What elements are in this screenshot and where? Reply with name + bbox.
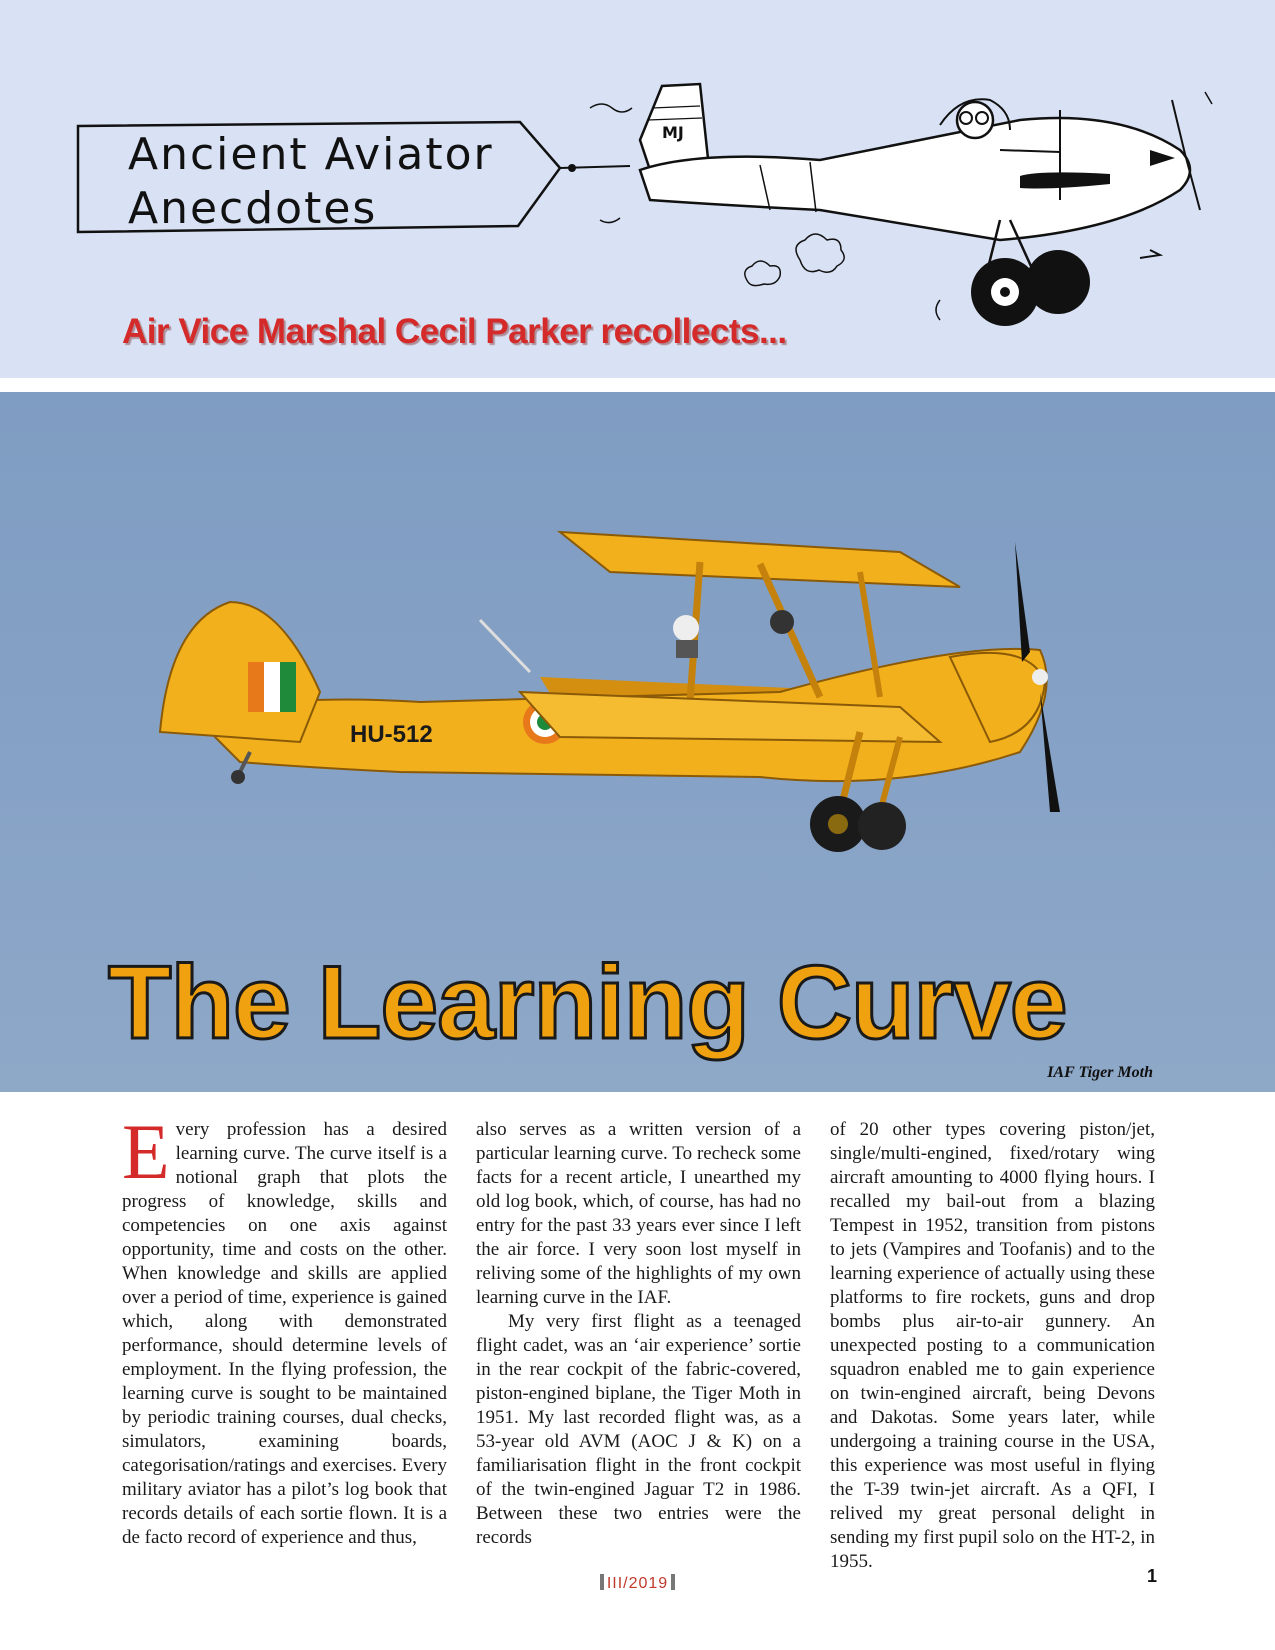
article-title: The Learning Curve bbox=[108, 945, 1067, 1061]
footer-bar-left bbox=[600, 1574, 604, 1590]
column-3-paragraph: of 20 other types covering piston/jet, single/multi-engined, fixed/rotary wing aircraft amounting to 4000 flying hours. I recalled my bail-out from a blazing Tempest in 1952, transition from pistons to jets (Vampires and Toofanis) and to the learning experience of actually using these platforms to fire rockets, guns and drop bombs plus air-to-air gunnery. An unexpected posting to a communication squadron enabled me to gain experience on twin-engined aircraft, being Devons and Dakotas. Some years later, while undergoing a training course in the USA, this experience was most useful in flying the T-39 twin-jet aircraft. As a QFI, I relived my great personal delight in sending my first pupil solo on the HT-2, in 1955. bbox=[830, 1119, 1155, 1572]
column-2 bbox=[476, 1118, 801, 1550]
series-title-line2: Anecdotes bbox=[128, 183, 378, 234]
column-1-paragraph: very profession has a desired learning curve. The curve itself is a notional graph that plots the progress of knowledge, skills and competencies on one axis against opportunity, time and costs on the other. When knowledge and skills are applied over a period of time, experience is gained which, along with demonstrated performance, should determine levels of employment. In the flying profession, the learning curve is sought to be maintained by periodic training courses, dual checks, simulators, examining boards, categorisation/ratings and exercises. Every military aviator has a pilot’s log book that records details of each sortie flown. It is a de facto record of experience and thus, bbox=[122, 1119, 447, 1548]
author-byline: Air Vice Marshal Cecil Parker recollects... bbox=[122, 312, 787, 351]
drop-cap: E bbox=[122, 1108, 170, 1195]
cartoon-tail-marking: MJ bbox=[662, 123, 684, 142]
photo-caption: IAF Tiger Moth bbox=[1047, 1064, 1153, 1081]
issue-label: III/2019 bbox=[606, 1575, 669, 1592]
column-3 bbox=[830, 1118, 1155, 1574]
page-number: 1 bbox=[1146, 1566, 1157, 1586]
column-2-paragraph-1: also serves as a written version of a particular learning curve. To recheck some facts for a recent article, I unearthed my old log book, which, of course, has had no entry for the past 33 years ever since I left the air force. I very soon lost myself in reliving some of the highlights of my own learning curve in the IAF. bbox=[476, 1119, 801, 1308]
footer-bar-right bbox=[671, 1574, 675, 1590]
aircraft-marking: HU-512 bbox=[350, 721, 433, 748]
article-body bbox=[122, 1108, 1155, 1572]
column-2-paragraph-2: My very first flight as a teenaged flight cadet, was an ‘air experience’ sortie in the rear cockpit of the fabric-covered, piston-engined biplane, the Tiger Moth in 1951. My last recorded flight was, as a 53-year old AVM (AOC J & K) on a familiarisation flight in the front cockpit of the twin-engined Jaguar T2 in 1986. Between these two entries were the records bbox=[476, 1311, 801, 1548]
series-title bbox=[128, 128, 494, 236]
series-title-line1: Ancient Aviator bbox=[128, 129, 494, 180]
issue-footer bbox=[0, 1574, 1275, 1593]
header-band bbox=[0, 0, 1275, 378]
column-1 bbox=[122, 1108, 447, 1550]
